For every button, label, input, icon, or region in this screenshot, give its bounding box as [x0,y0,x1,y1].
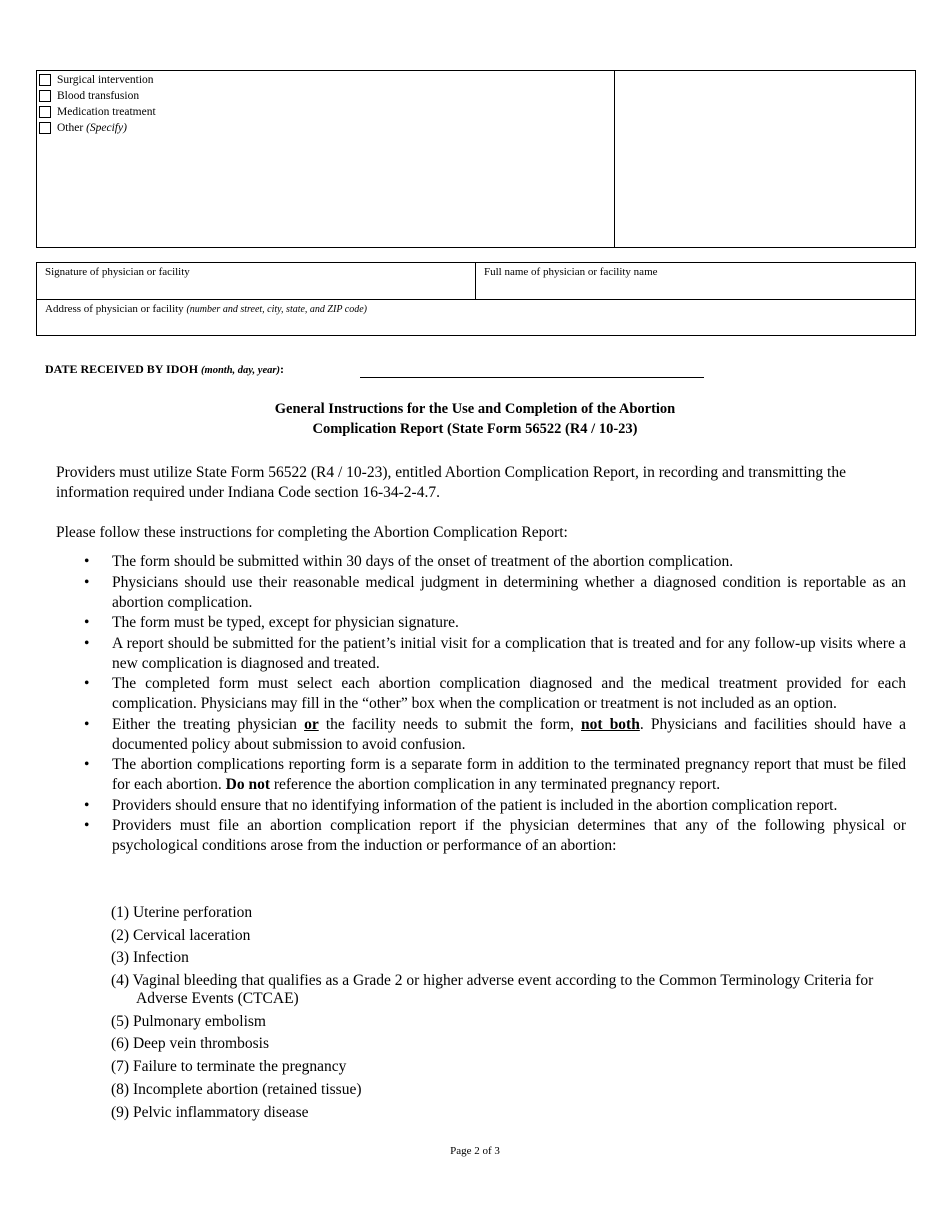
checkbox[interactable] [39,74,51,86]
treatment-option-label: Medication treatment [57,106,156,118]
address-label: Address of physician or facility (number and street, city, state, and ZIP code) [45,303,367,315]
instructions-bullet-list [56,552,906,857]
address-field[interactable] [37,300,915,335]
emphasis-not-both: not both [581,715,640,733]
treatment-option-label: Surgical intervention [57,74,154,86]
signature-row [37,263,915,300]
page-number: Page 2 of 3 [450,1145,500,1157]
treatment-options-cell [37,71,615,247]
condition-item: (8) Incomplete abortion (retained tissue) [111,1080,362,1098]
date-received-label: DATE RECEIVED BY IDOH (month, day, year): [45,362,284,376]
signature-label: Signature of physician or facility [45,266,190,278]
condition-item: (4) Vaginal bleeding that qualifies as a Grade 2 or higher adverse event according to the Common Terminology Criteria for Adverse Events (CTCAE) [111,972,874,1008]
condition-item: (2) Cervical laceration [111,926,251,944]
date-received-line[interactable] [360,377,704,378]
date-hint: (month, day, year) [201,365,280,376]
condition-item: (5) Pulmonary embolism [111,1012,266,1030]
conditions-list [111,904,911,1126]
treatment-table [36,70,916,248]
list-item: • Either the treating physician or the facility needs to submit the form, not both. Physicians and facilities should have a documented policy about submission to avoid confusion. [56,715,906,755]
checkbox[interactable] [39,106,51,118]
condition-item: (7) Failure to terminate the pregnancy [111,1058,347,1076]
treatment-option-other[interactable] [39,120,127,136]
treatment-option-medication[interactable] [39,104,156,120]
condition-item: (9) Pelvic inflammatory disease [111,1103,309,1121]
instructions-intro: Providers must utilize State Form 56522 (R4 / 10-23), entitled Abortion Complication Report, in recording and transmitting the information required under Indiana Code section 16-34-2-4.7. [56,464,846,501]
signature-table [36,262,916,336]
condition-item: (3) Infection [111,949,189,967]
condition-item: (6) Deep vein thrombosis [111,1035,269,1053]
checkbox[interactable] [39,90,51,102]
list-item: • The form should be submitted within 30 days of the onset of treatment of the abortion complication. [56,552,906,572]
treatment-option-label: Blood transfusion [57,90,140,102]
specify-hint: (Specify) [86,122,127,134]
list-item: • The form must be typed, except for physician signature. [56,613,906,633]
checkbox[interactable] [39,122,51,134]
instructions-title: General Instructions for the Use and Completion of the Abortion Complication Report (State Form 56522 (R4 / 10-23) [274,401,676,437]
emphasis-do-not: Do not [225,776,270,793]
treatment-specify-field[interactable] [615,71,915,247]
list-item: • Physicians should use their reasonable medical judgment in determining whether a diagnosed condition is reportable as an abortion complication. [56,573,906,613]
list-item: • The abortion complications reporting form is a separate form in addition to the terminated pregnancy report that must be filed for each abortion. Do not reference the abortion complication in any terminated pregnancy report. [56,755,906,795]
full-name-label: Full name of physician or facility name [484,266,658,278]
condition-item: (1) Uterine perforation [111,904,253,921]
instructions-follow-text: Please follow these instructions for completing the Abortion Complication Report: [56,524,568,541]
address-hint: (number and street, city, state, and ZIP code) [186,304,367,315]
signature-field[interactable] [37,263,476,299]
list-item: • A report should be submitted for the patient’s initial visit for a complication that is treated and for any follow-up visits where a new complication is diagnosed and treated. [56,634,906,674]
treatment-option-surgical[interactable] [39,72,154,88]
treatment-option-label: Other [57,122,84,134]
emphasis-or: or [304,715,319,733]
list-item: • Providers should ensure that no identifying information of the patient is included in the abortion complication report. [56,796,906,816]
treatment-option-blood-transfusion[interactable] [39,88,139,104]
full-name-field[interactable] [476,263,915,299]
list-item: • The completed form must select each abortion complication diagnosed and the medical treatment provided for each complication. Physicians may fill in the “other” box when the complication or treatment is not included as an option. [56,674,906,714]
list-item: • Providers must file an abortion complication report if the physician determines that any of the following physical or psychological conditions arose from the induction or performance of an abortion: [56,816,906,856]
